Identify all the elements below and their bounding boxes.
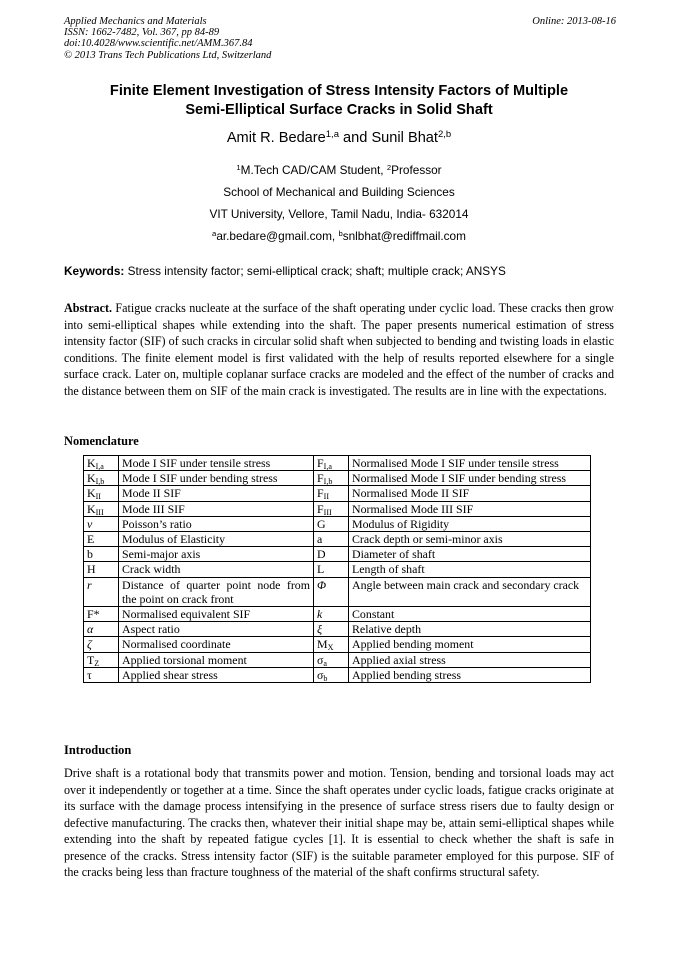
description-cell [119,486,314,501]
table-row [84,501,591,516]
affil-role-1: M.Tech CAD/CAM Student, [240,163,384,177]
affiliation-roles [64,163,614,177]
description-cell-text: Semi-major axis [122,547,201,562]
keywords-label: Keywords: [64,264,125,278]
symbol-cell-subscript: I,a [323,462,332,472]
author-1-affil: 1,a [325,128,339,140]
description-cell [119,577,314,606]
author-1: Amit R. Bedare [226,130,326,146]
description-cell [349,667,591,682]
paper-title [64,82,614,120]
table-row [84,577,591,606]
author-conjunction: and [343,130,368,146]
introduction-text: Drive shaft is a rotational body that transmits power and motion. Tension, bending and torsional loads may act over it independently or together at a time. Since the shaft operates under cyclic loads, fatigue cracks originate at its surface with the damage process intensifying in the presence of surface stress risers due to faulty design or defective manufacturing. The cracks then, whatever their initial shape may be, attain semi-elliptical shapes while extending into the shaft by repeated fatigue cycles [1]. It is essential to check whether the shaft is safe in presence of the cracks. Stress intensity factor (SIF) is the suitable parameter employed for this purpose. SIF of the cracks being less than fracture toughness of the material of the shaft confirms structural safety. [64,766,614,879]
symbol-cell-subscript: II [95,492,101,502]
symbol-cell [314,486,349,501]
description-cell-text: Normalised equivalent SIF [122,607,251,622]
symbol-cell-text: M [317,637,328,652]
description-cell [119,652,314,667]
nomenclature-table [83,455,591,683]
symbol-cell [314,471,349,486]
symbol-cell [314,622,349,637]
description-cell-text: Mode II SIF [122,486,181,501]
author-2: Sunil Bhat [371,130,438,146]
symbol-cell [314,532,349,547]
description-cell [349,622,591,637]
symbol-cell-subscript: I,b [95,477,105,487]
symbol-cell [314,456,349,471]
author-list [64,128,614,148]
symbol-cell-subscript: III [95,507,104,517]
affil-role-2: Professor [391,163,442,177]
description-cell [119,622,314,637]
table-row [84,562,591,577]
symbol-cell [314,637,349,652]
description-cell [349,652,591,667]
description-cell [119,516,314,531]
description-cell [119,471,314,486]
symbol-cell-text: F [317,501,324,516]
symbol-cell-text: τ [87,667,92,682]
description-cell-text: Relative depth [352,622,422,637]
symbol-cell-text: σ [317,667,324,682]
description-cell-text: Applied torsional moment [122,652,247,667]
email-sup-b: b [338,228,343,238]
description-cell [119,562,314,577]
symbol-cell-subscript: a [323,658,328,668]
description-cell-text: Mode III SIF [122,501,185,516]
description-cell-text: Distance of quarter point node from the point on crack front [122,577,310,606]
journal-copyright: © 2013 Trans Tech Publications Ltd, Switzerland [64,49,272,61]
table-row [84,532,591,547]
description-cell [349,547,591,562]
symbol-cell-text: G [317,516,326,531]
table-row [84,622,591,637]
description-cell-text: Normalised Mode I SIF under tensile stress [352,456,559,470]
journal-name: Applied Mechanics and Materials [64,16,207,27]
affiliation-emails [64,229,614,243]
description-cell-text: Constant [352,607,395,622]
table-row [84,547,591,562]
description-cell-text: Normalised Mode II SIF [352,486,470,501]
email-b[interactable]: snlbhat@rediffmail.com [342,229,466,243]
symbol-cell-text: Φ [317,577,327,592]
symbol-cell [84,667,119,682]
affiliation-school: School of Mechanical and Building Sciences [223,185,455,199]
description-cell-text: Poisson’s ratio [122,516,192,531]
table-row [84,652,591,667]
symbol-cell-text: v [87,516,93,531]
symbol-cell-text: ξ [317,622,323,637]
symbol-cell-subscript: I,a [95,462,104,472]
symbol-cell [84,652,119,667]
symbol-cell-text: α [87,622,94,637]
symbol-cell-text: a [317,532,323,547]
description-cell [349,501,591,516]
description-cell-text: Crack depth or semi-minor axis [352,532,503,547]
description-cell-text: Diameter of shaft [352,547,436,562]
description-cell [119,456,314,471]
table-row [84,637,591,652]
symbol-cell-text: k [317,607,323,622]
introduction-heading: Introduction [64,743,132,757]
symbol-cell-subscript: b [323,673,328,683]
description-cell [119,607,314,622]
symbol-cell [314,547,349,562]
description-cell-text: Normalised Mode III SIF [352,501,474,516]
description-cell [349,532,591,547]
table-row [84,456,591,471]
table-row [84,471,591,486]
symbol-cell-text: ζ [87,637,92,652]
description-cell-text: Mode I SIF under tensile stress [122,456,271,470]
table-row [84,607,591,622]
symbol-cell-text: F* [87,607,100,622]
description-cell [119,532,314,547]
symbol-cell [84,532,119,547]
symbol-cell [84,501,119,516]
symbol-cell [314,501,349,516]
affiliation-university: VIT University, Vellore, Tamil Nadu, India- 632014 [209,207,469,221]
journal-header [64,16,271,61]
symbol-cell-subscript: Z [94,658,100,668]
description-cell-text: Normalised Mode I SIF under bending stress [352,471,567,486]
table-row [84,486,591,501]
symbol-cell [84,562,119,577]
journal-doi[interactable]: doi:10.4028/www.scientific.net/AMM.367.84 [64,38,253,50]
description-cell [349,562,591,577]
description-cell-text: Applied bending moment [352,637,474,652]
description-cell-text: Modulus of Rigidity [352,516,450,531]
symbol-cell-text: K [87,501,96,516]
description-cell-text: Mode I SIF under bending stress [122,471,278,486]
description-cell-text: Applied shear stress [122,667,218,682]
email-sup-a: a [212,228,217,238]
symbol-cell-subscript: II [323,492,330,502]
symbol-cell [84,471,119,486]
symbol-cell [84,607,119,622]
keywords [64,264,624,278]
symbol-cell-text: T [87,652,95,667]
description-cell-text: Applied axial stress [352,652,446,667]
description-cell-text: Angle between main crack and secondary crack [352,577,580,592]
description-cell [349,607,591,622]
description-cell-text: Length of shaft [352,562,425,577]
description-cell-text: Crack width [122,562,181,577]
description-cell-text: Aspect ratio [122,622,180,637]
abstract-text: Fatigue cracks nucleate at the surface of the shaft operating under cyclic load. These cracks then grow into semi-elliptical shapes while extending into the shaft. The paper presents numerical estimation of stress intensity factor (SIF) of such cracks in circular solid shaft when subjected to bending and twisting loads in elastic conditions. The finite element model is first validated with the help of results reported elsewhere for a single surface crack. Later on, multiple coplanar surface cracks are modeled and the effect of the number of cracks and the distance between them on SIF of the main crack is investigated. The results are in line with the expectations. [64,301,615,398]
description-cell [119,547,314,562]
description-cell [119,637,314,652]
description-cell-text: Applied bending stress [352,667,461,682]
description-cell [349,456,591,471]
description-cell [119,501,314,516]
affil-sup-1: 1 [236,162,241,172]
symbol-cell-text: L [317,562,325,577]
symbol-cell-subscript: III [323,507,332,517]
symbol-cell [314,562,349,577]
description-cell [349,577,591,606]
symbol-cell-text: K [87,471,96,486]
description-cell [349,516,591,531]
symbol-cell [84,516,119,531]
symbol-cell-text: F [317,456,324,470]
symbol-cell [84,637,119,652]
symbol-cell-text: E [87,532,95,547]
symbol-cell [84,456,119,471]
symbol-cell [314,607,349,622]
email-a[interactable]: ar.bedare@gmail.com, [216,229,336,243]
symbol-cell-text: F [317,471,324,486]
title-line-1: Finite Element Investigation of Stress Intensity Factors of Multiple [109,83,569,99]
table-row [84,516,591,531]
author-2-affil: 2,b [437,128,452,140]
abstract [64,300,614,399]
symbol-cell [314,652,349,667]
symbol-cell-subscript: I,b [323,477,333,487]
abstract-label: Abstract. [64,301,113,315]
symbol-cell [314,667,349,682]
symbol-cell-text: r [87,577,92,592]
title-line-2: Semi-Elliptical Surface Cracks in Solid Shaft [185,102,493,118]
journal-issn: ISSN: 1662-7482, Vol. 367, pp 84-89 [64,27,220,39]
nomenclature-heading: Nomenclature [64,434,139,448]
description-cell [349,471,591,486]
affil-sup-2: 2 [386,162,392,172]
online-date: Online: 2013-08-16 [532,16,616,27]
nomenclature-body [84,456,591,683]
symbol-cell-text: F [317,486,324,501]
description-cell-text: Normalised coordinate [122,637,231,652]
symbol-cell [314,577,349,606]
description-cell-text: Modulus of Elasticity [122,532,226,547]
symbol-cell-text: K [87,486,96,501]
symbol-cell-text: K [87,456,96,470]
description-cell [349,486,591,501]
symbol-cell-subscript: X [327,643,334,653]
symbol-cell [84,547,119,562]
keywords-text: Stress intensity factor; semi-elliptical crack; shaft; multiple crack; ANSYS [127,264,506,278]
description-cell [349,637,591,652]
symbol-cell [314,516,349,531]
symbol-cell-text: H [87,562,96,577]
symbol-cell [84,486,119,501]
symbol-cell-text: b [87,547,93,562]
symbol-cell-text: σ [317,652,324,667]
symbol-cell-text: D [317,547,326,562]
description-cell [119,667,314,682]
symbol-cell [84,622,119,637]
table-row [84,667,591,682]
symbol-cell [84,577,119,606]
